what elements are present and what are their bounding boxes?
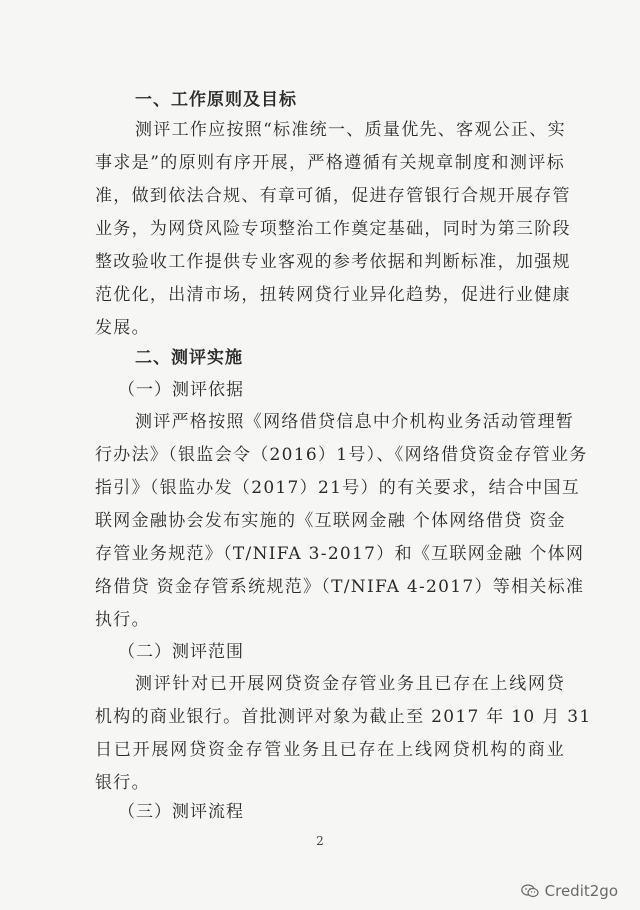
paragraph-line: 机构的商业银行。首批测评对象为截止至 2017 年 10 月 31 <box>95 707 592 727</box>
paragraph-line: 联网金融协会发布实施的《互联网金融 个体网络借贷 资金 <box>95 511 566 531</box>
paragraph-line: 整改验收工作提供专业客观的参考依据和判断标准，加强规 <box>95 252 571 272</box>
section-heading-1: 一、工作原则及目标 <box>135 90 297 110</box>
paragraph-line: 测评针对已开展网贷资金存管业务且已存在上线网贷 <box>135 674 565 694</box>
paragraph-line: 日已开展网贷资金存管业务且已存在上线网贷机构的商业 <box>95 740 565 760</box>
subsection-heading-1: （一）测评依据 <box>118 380 244 400</box>
paragraph-line: 存管业务规范》（T/NIFA 3-2017）和《互联网金融 个体网 <box>95 544 585 564</box>
paragraph-line: 测评严格按照《网络借贷信息中介机构业务活动管理暂 <box>135 412 575 432</box>
paragraph-line: 执行。 <box>95 610 150 630</box>
paragraph-line: 指引》（银监办发（2017）21号）的有关要求，结合中国互 <box>95 478 581 498</box>
subsection-heading-3: （三）测评流程 <box>118 802 244 822</box>
paragraph-line: 业务，为网贷风险专项整治工作奠定基础，同时为第三阶段 <box>95 219 571 239</box>
watermark <box>521 882 618 900</box>
paragraph-line: 范优化，出清市场，扭转网贷行业异化趋势，促进行业健康 <box>95 285 571 305</box>
section-heading-2: 二、测评实施 <box>135 348 243 368</box>
paragraph-line: 银行。 <box>95 773 150 793</box>
wechat-icon <box>521 884 539 898</box>
watermark-text: Credit2go <box>544 882 618 900</box>
paragraph-line: 事求是”的原则有序开展，严格遵循有关规章制度和测评标 <box>95 153 565 173</box>
paragraph-line: 发展。 <box>95 318 150 338</box>
subsection-heading-2: （二）测评范围 <box>118 642 244 662</box>
paragraph-line: 测评工作应按照“标准统一、质量优先、客观公正、实 <box>135 120 566 140</box>
paragraph-line: 行办法》（银监会令（2016）1号）、《网络借贷资金存管业务 <box>95 445 588 465</box>
paragraph-line: 准，做到依法合规、有章可循，促进存管银行合规开展存管 <box>95 186 571 206</box>
page-number: 2 <box>316 834 324 848</box>
paragraph-line: 络借贷 资金存管系统规范》（T/NIFA 4-2017）等相关标准 <box>95 577 585 597</box>
